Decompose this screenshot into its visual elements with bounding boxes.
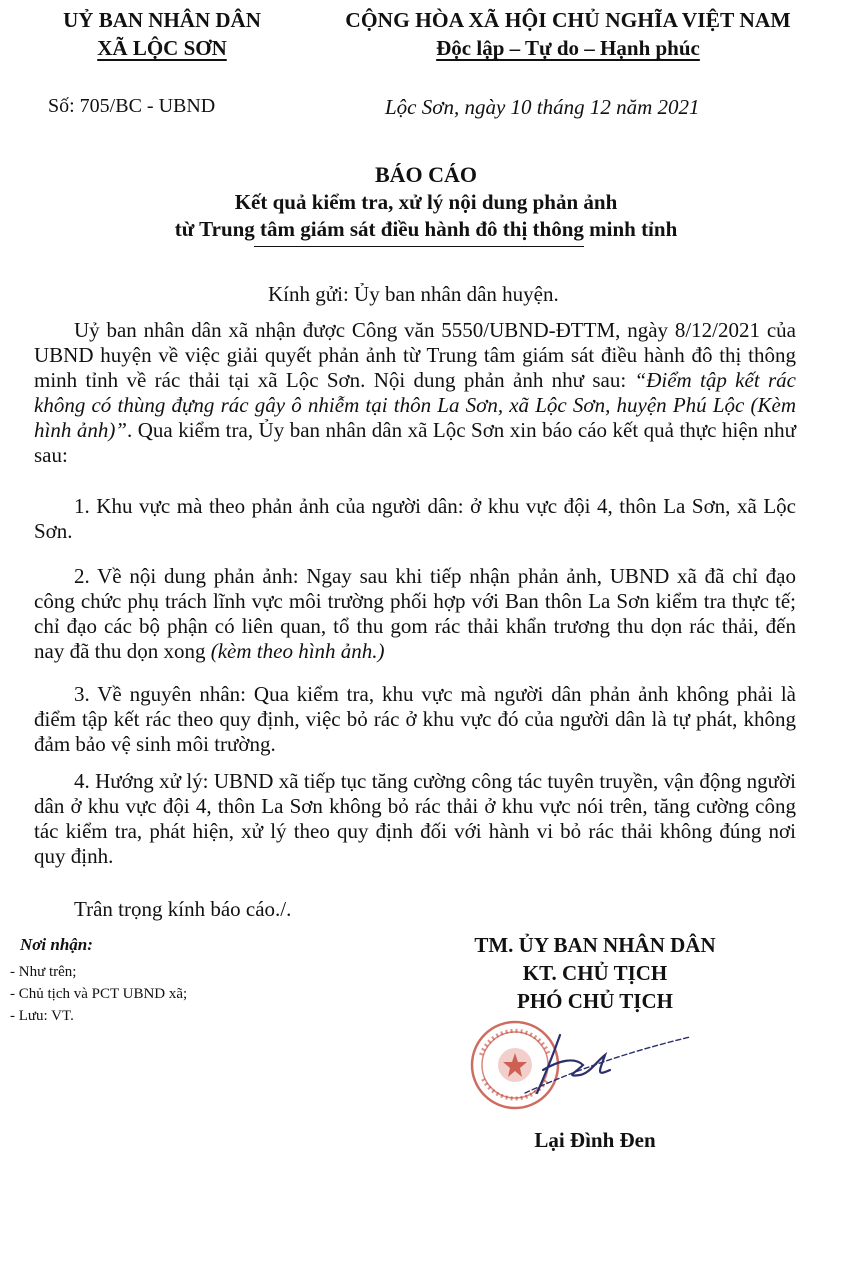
official-seal-and-signature: [465, 1015, 705, 1115]
org-name-line1: UỶ BAN NHÂN DÂN: [63, 8, 261, 32]
signature-title-1: TM. ỦY BAN NHÂN DÂN: [474, 933, 716, 957]
item-2-text: 2. Về nội dung phản ảnh: Ngay sau khi tiếp nhận phản ảnh, UBND xã đã chỉ đạo công chức phụ trách lĩnh vực môi trường phối hợp với Ban thôn La Sơn kiểm tra thực tế; chỉ đạo các bộ phận có liên quan, tổ thu gom rác thải khẩn trương thu dọn rác thải, đến nay đã thu dọn xong: [34, 564, 796, 663]
intro-quote: “Điểm tập kết rác không có thùng đựng rác gây ô nhiễm tại thôn La Sơn, xã Lộc Sơn, huyện Phú Lộc (Kèm hình ảnh)”: [34, 368, 796, 442]
item-2: [34, 564, 796, 664]
org-name-line2: XÃ LỘC SƠN: [97, 36, 227, 60]
signature-title-2: KT. CHỦ TỊCH: [522, 961, 668, 985]
recipients-heading: Nơi nhận:: [20, 935, 93, 954]
intro-paragraph: [34, 318, 796, 468]
closing-line: Trân trọng kính báo cáo./.: [74, 897, 292, 921]
report-subtitle-line1: Kết quả kiểm tra, xử lý nội dung phản ảnh: [234, 190, 618, 214]
recipient-item: - Chủ tịch và PCT UBND xã;: [10, 986, 188, 1002]
signer-name: Lại Đình Đen: [534, 1128, 656, 1152]
item-1: 1. Khu vực mà theo phản ảnh của người dân: ở khu vực đội 4, thôn La Sơn, xã Lộc Sơn.: [34, 494, 796, 543]
intro-text-2: . Qua kiểm tra, Ủy ban nhân dân xã Lộc Sơn xin báo cáo kết quả thực hiện như sau:: [34, 418, 796, 467]
recipient-item: - Lưu: VT.: [10, 1008, 74, 1024]
title-underline: [254, 246, 584, 247]
signature-title-3: PHÓ CHỦ TỊCH: [517, 989, 673, 1013]
item-3: 3. Về nguyên nhân: Qua kiểm tra, khu vực mà người dân phản ảnh không phải là điểm tập kết rác theo quy định, việc bỏ rác ở khu vực đó của người dân là tự phát, không đảm bảo vệ sinh môi trường.: [34, 682, 796, 756]
recipient-item: - Như trên;: [10, 964, 77, 980]
intro-text-1: Uỷ ban nhân dân xã nhận được Công văn 5550/UBND-ĐTTM, ngày 8/12/2021 của UBND huyện về việc giải quyết phản ảnh từ Trung tâm giám sát điều hành đô thị thông minh tỉnh về rác thải tại xã Lộc Sơn. Nội dung phản ảnh như sau:: [34, 318, 796, 392]
addressee: Kính gửi: Ủy ban nhân dân huyện.: [268, 282, 559, 306]
item-2-italic: (kèm theo hình ảnh.): [210, 639, 385, 663]
official-seal-icon: [472, 1022, 558, 1108]
item-4: 4. Hướng xử lý: UBND xã tiếp tục tăng cường công tác tuyên truyền, vận động người dân ở khu vực đội 4, thôn La Sơn không bỏ rác thải ở khu vực nói trên, tăng cường công tác kiểm tra, phát hiện, xử lý theo quy định đối với hành vi bỏ rác thải không đúng nơi quy định.: [34, 769, 796, 868]
report-subtitle-line2: [0, 217, 852, 242]
report-subtitle-line2-text: từ Trung tâm giám sát điều hành đô thị thông minh tỉnh: [174, 217, 678, 241]
nation-title: CỘNG HÒA XÃ HỘI CHỦ NGHĨA VIỆT NAM: [345, 8, 791, 32]
document-number: Số: 705/BC - UBND: [48, 95, 216, 117]
report-title: BÁO CÁO: [374, 162, 478, 187]
handwritten-signature-icon: [525, 1035, 690, 1093]
nation-motto: Độc lập – Tự do – Hạnh phúc: [436, 36, 700, 60]
place-date: Lộc Sơn, ngày 10 tháng 12 năm 2021: [385, 95, 700, 119]
